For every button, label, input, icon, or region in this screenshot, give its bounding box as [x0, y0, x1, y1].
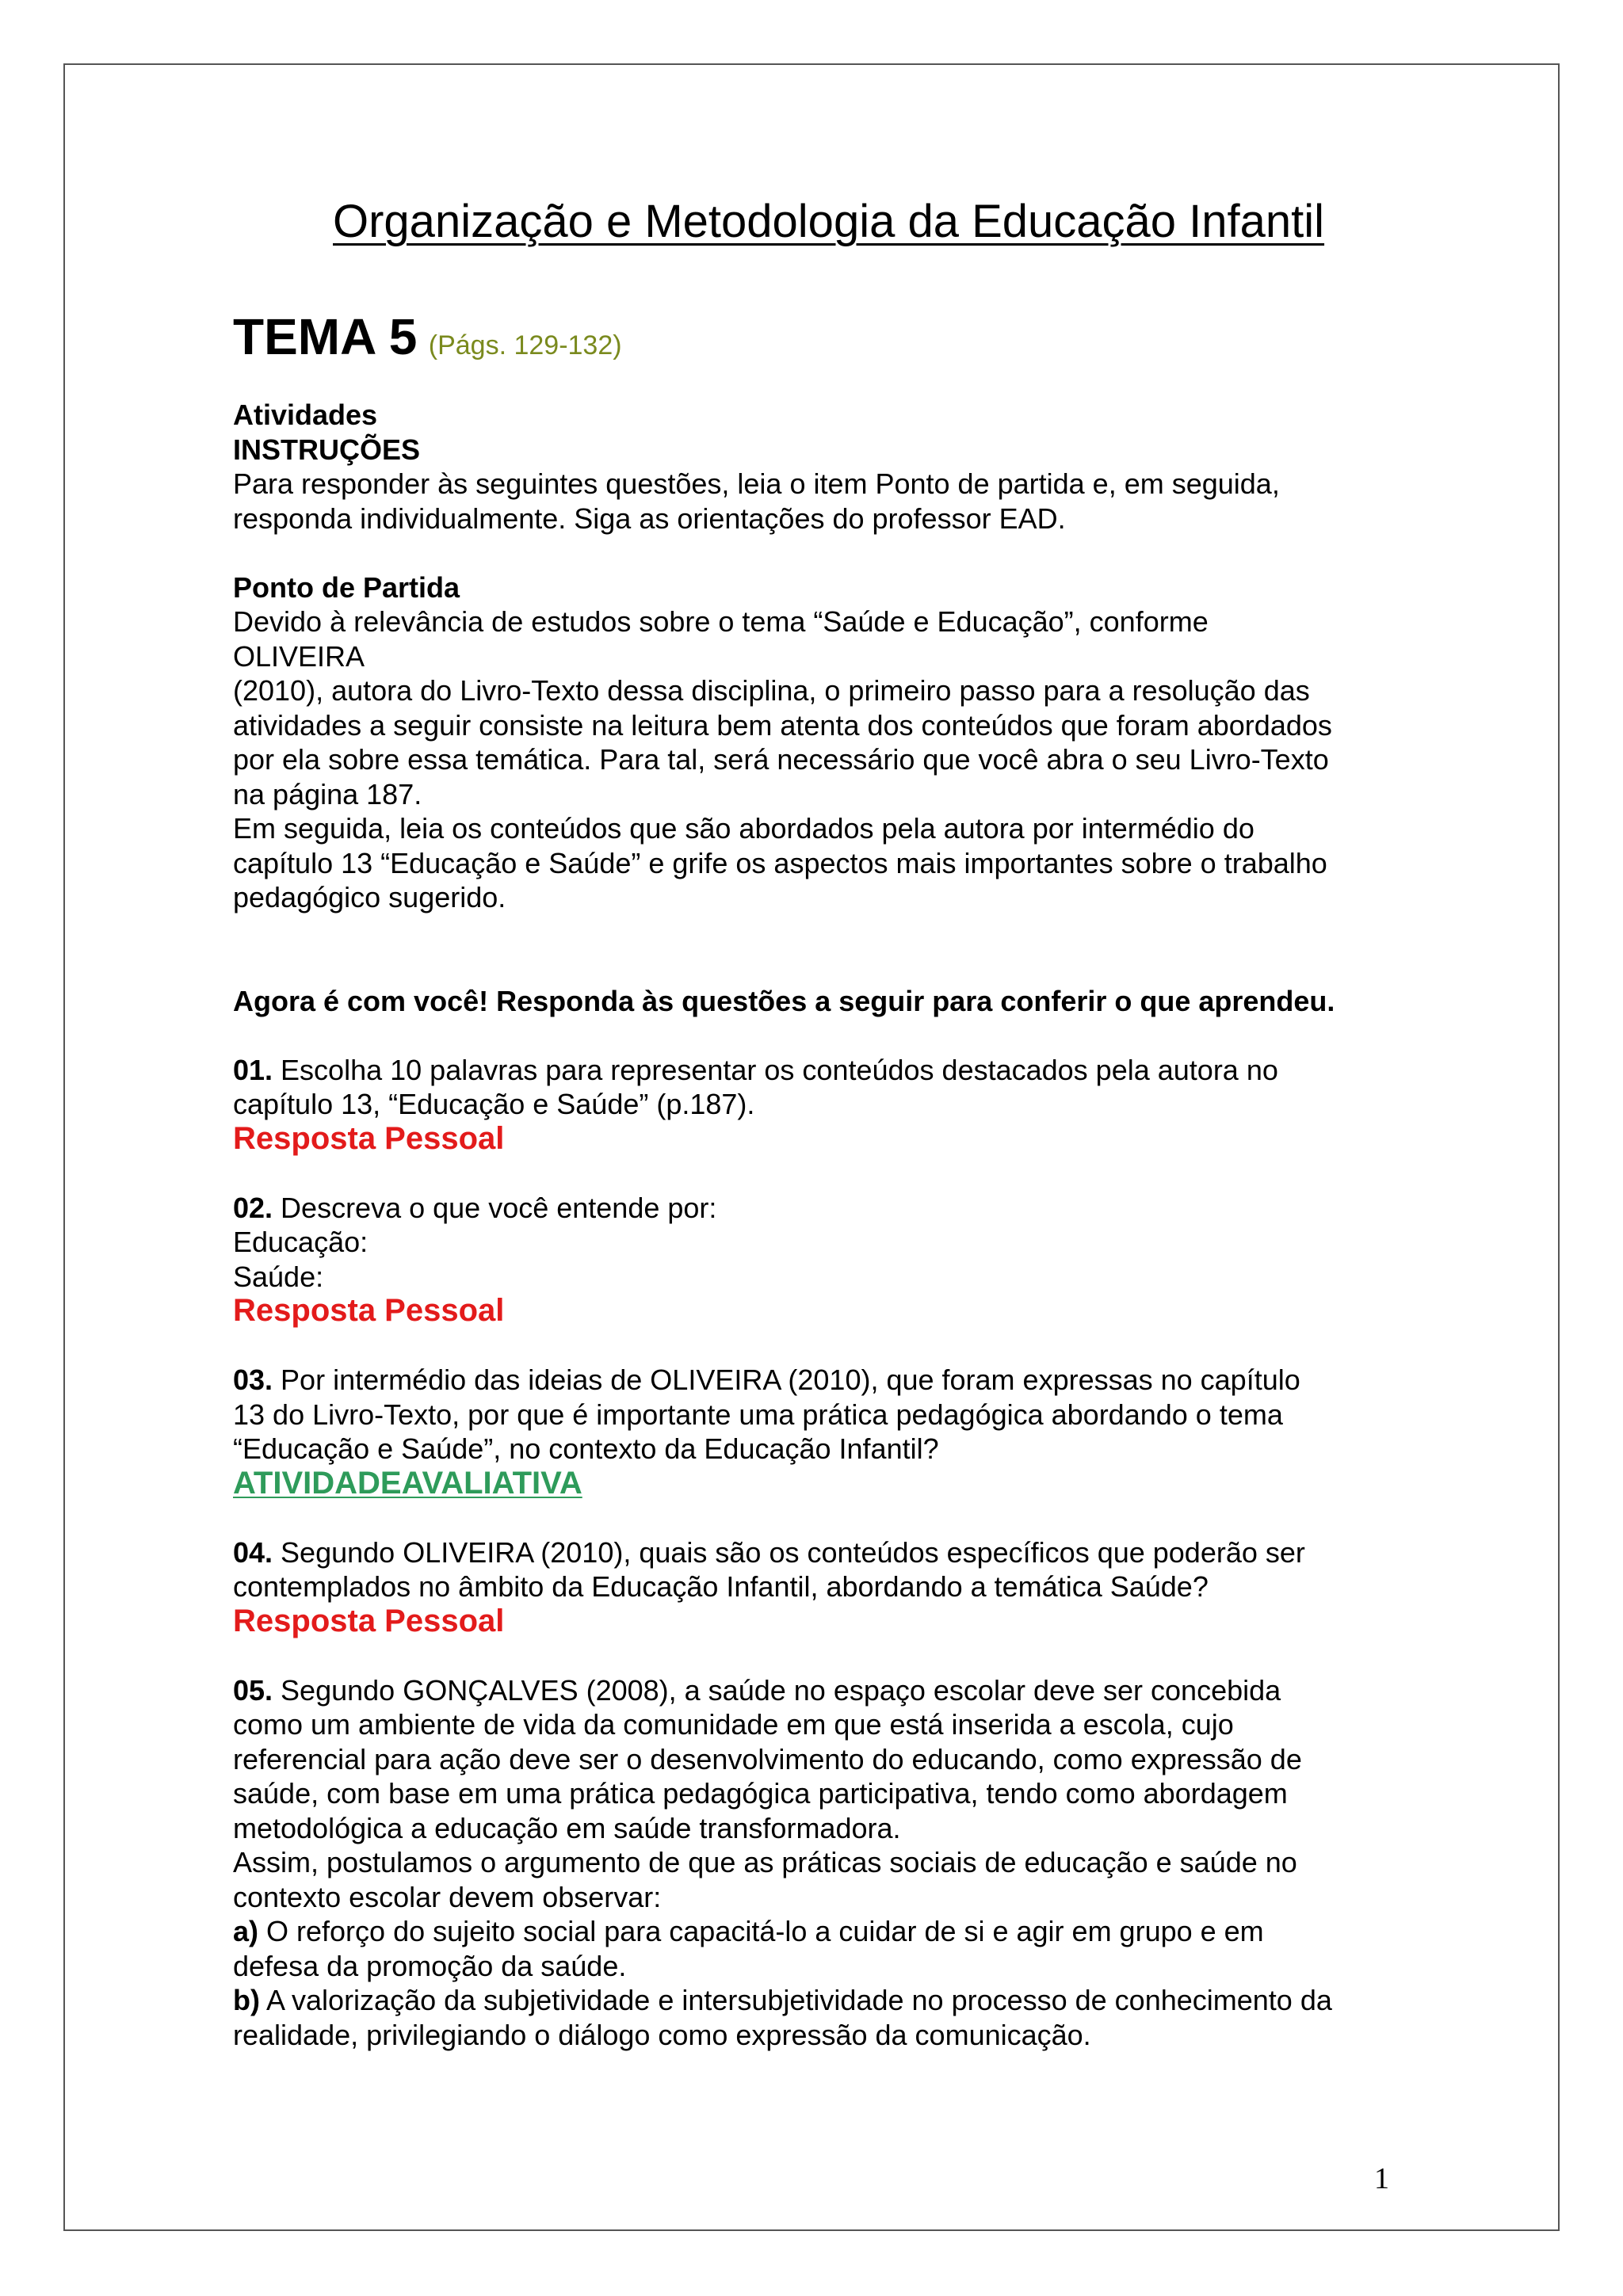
question-04 [233, 1535, 1406, 1570]
ponto-line: OLIVEIRA [233, 639, 365, 673]
question-text: referencial para ação deve ser o desenvolvimento do educando, como expressão de [233, 1742, 1302, 1775]
question-text: 13 do Livro-Texto, por que é importante uma prática pedagógica abordando o tema [233, 1398, 1283, 1431]
question-text: contemplados no âmbito da Educação Infantil, abordando a temática Saúde? [233, 1570, 1209, 1603]
option-b [233, 1983, 1406, 2018]
option-text: defesa da promoção da saúde. [233, 1949, 627, 1982]
ponto-line: (2010), autora do Livro-Texto dessa disciplina, o primeiro passo para a resolução das [233, 674, 1310, 707]
document-body [233, 398, 1406, 2052]
ponto-heading: Ponto de Partida [233, 570, 460, 604]
question-text: Por intermédio das ideias de OLIVEIRA (2010), que foram expressas no capítulo [273, 1363, 1300, 1396]
question-number: 01. [233, 1053, 273, 1086]
option-label: b) [233, 1984, 260, 2016]
ponto-line: na página 187. [233, 777, 422, 810]
answer-label: Resposta Pessoal [233, 1120, 505, 1156]
atividades-heading: Atividades [233, 399, 378, 431]
question-02 [233, 1191, 1406, 1226]
question-text: contexto escolar devem observar: [233, 1880, 662, 1913]
page-number: 1 [1374, 2162, 1389, 2195]
question-01 [233, 1053, 1406, 1088]
question-05 [233, 1673, 1406, 1708]
question-text: Assim, postulamos o argumento de que as práticas sociais de educação e saúde no [233, 1846, 1297, 1878]
question-text: saúde, com base em uma prática pedagógica participativa, tendo como abordagem [233, 1777, 1288, 1810]
tema-heading [233, 307, 622, 366]
question-text: metodológica a educação em saúde transformadora. [233, 1811, 901, 1844]
question-text: Descreva o que você entende por: [273, 1191, 717, 1224]
instrucoes-line: responda individualmente. Siga as orientações do professor EAD. [233, 502, 1066, 535]
question-03 [233, 1363, 1406, 1398]
question-text: Segundo GONÇALVES (2008), a saúde no espaço escolar deve ser concebida [273, 1673, 1281, 1707]
question-text: Educação: [233, 1226, 369, 1258]
option-a [233, 1914, 1406, 1949]
answer-label: Resposta Pessoal [233, 1603, 505, 1638]
ponto-line: atividades a seguir consiste na leitura bem atenta dos conteúdos que foram abordados [233, 708, 1332, 742]
option-label: a) [233, 1915, 259, 1947]
ponto-line: por ela sobre essa temática. Para tal, será necessário que você abra o seu Livro-Texto [233, 743, 1329, 776]
tema-pages: (Págs. 129-132) [428, 330, 622, 360]
question-text: como um ambiente de vida da comunidade em que está inserida a escola, cujo [233, 1708, 1234, 1741]
option-text: O reforço do sujeito social para capacitá-lo a cuidar de si e agir em grupo e em [258, 1915, 1264, 1947]
question-text: Saúde: [233, 1260, 324, 1293]
ponto-line: Devido à relevância de estudos sobre o tema “Saúde e Educação”, conforme [233, 605, 1209, 638]
spacer [233, 915, 1406, 984]
evaluative-activity-label: ATIVIDADEAVALIATIVA [233, 1465, 582, 1501]
tema-label: TEMA 5 [233, 308, 418, 365]
ponto-line: capítulo 13 “Educação e Saúde” e grife os aspectos mais importantes sobre o trabalho [233, 846, 1327, 879]
answer-label: Resposta Pessoal [233, 1293, 505, 1328]
ponto-line: Em seguida, leia os conteúdos que são abordados pela autora por intermédio do [233, 812, 1254, 845]
spacer [233, 1329, 1406, 1363]
spacer [233, 1638, 1406, 1673]
spacer [233, 1018, 1406, 1053]
question-text: capítulo 13, “Educação e Saúde” (p.187). [233, 1088, 755, 1120]
question-text: Segundo OLIVEIRA (2010), quais são os conteúdos específicos que poderão ser [273, 1535, 1305, 1569]
spacer [233, 1501, 1406, 1535]
question-number: 04. [233, 1535, 273, 1569]
agora-line: Agora é com você! Responda às questões a seguir para conferir o que aprendeu. [233, 984, 1335, 1017]
question-text: Escolha 10 palavras para representar os conteúdos destacados pela autora no [273, 1053, 1278, 1086]
ponto-line: pedagógico sugerido. [233, 881, 506, 913]
question-number: 02. [233, 1191, 273, 1224]
document-title: Organização e Metodologia da Educação Infantil [333, 196, 1325, 247]
spacer [233, 536, 1406, 570]
option-text: A valorização da subjetividade e intersubjetividade no processo de conhecimento da [259, 1984, 1332, 2016]
instrucoes-line: Para responder às seguintes questões, leia o item Ponto de partida e, em seguida, [233, 467, 1280, 500]
instrucoes-heading: INSTRUÇÕES [233, 433, 421, 466]
question-text: “Educação e Saúde”, no contexto da Educação Infantil? [233, 1432, 939, 1465]
spacer [233, 1156, 1406, 1191]
question-number: 03. [233, 1363, 273, 1396]
option-text: realidade, privilegiando o diálogo como expressão da comunicação. [233, 2018, 1091, 2051]
question-number: 05. [233, 1673, 273, 1707]
